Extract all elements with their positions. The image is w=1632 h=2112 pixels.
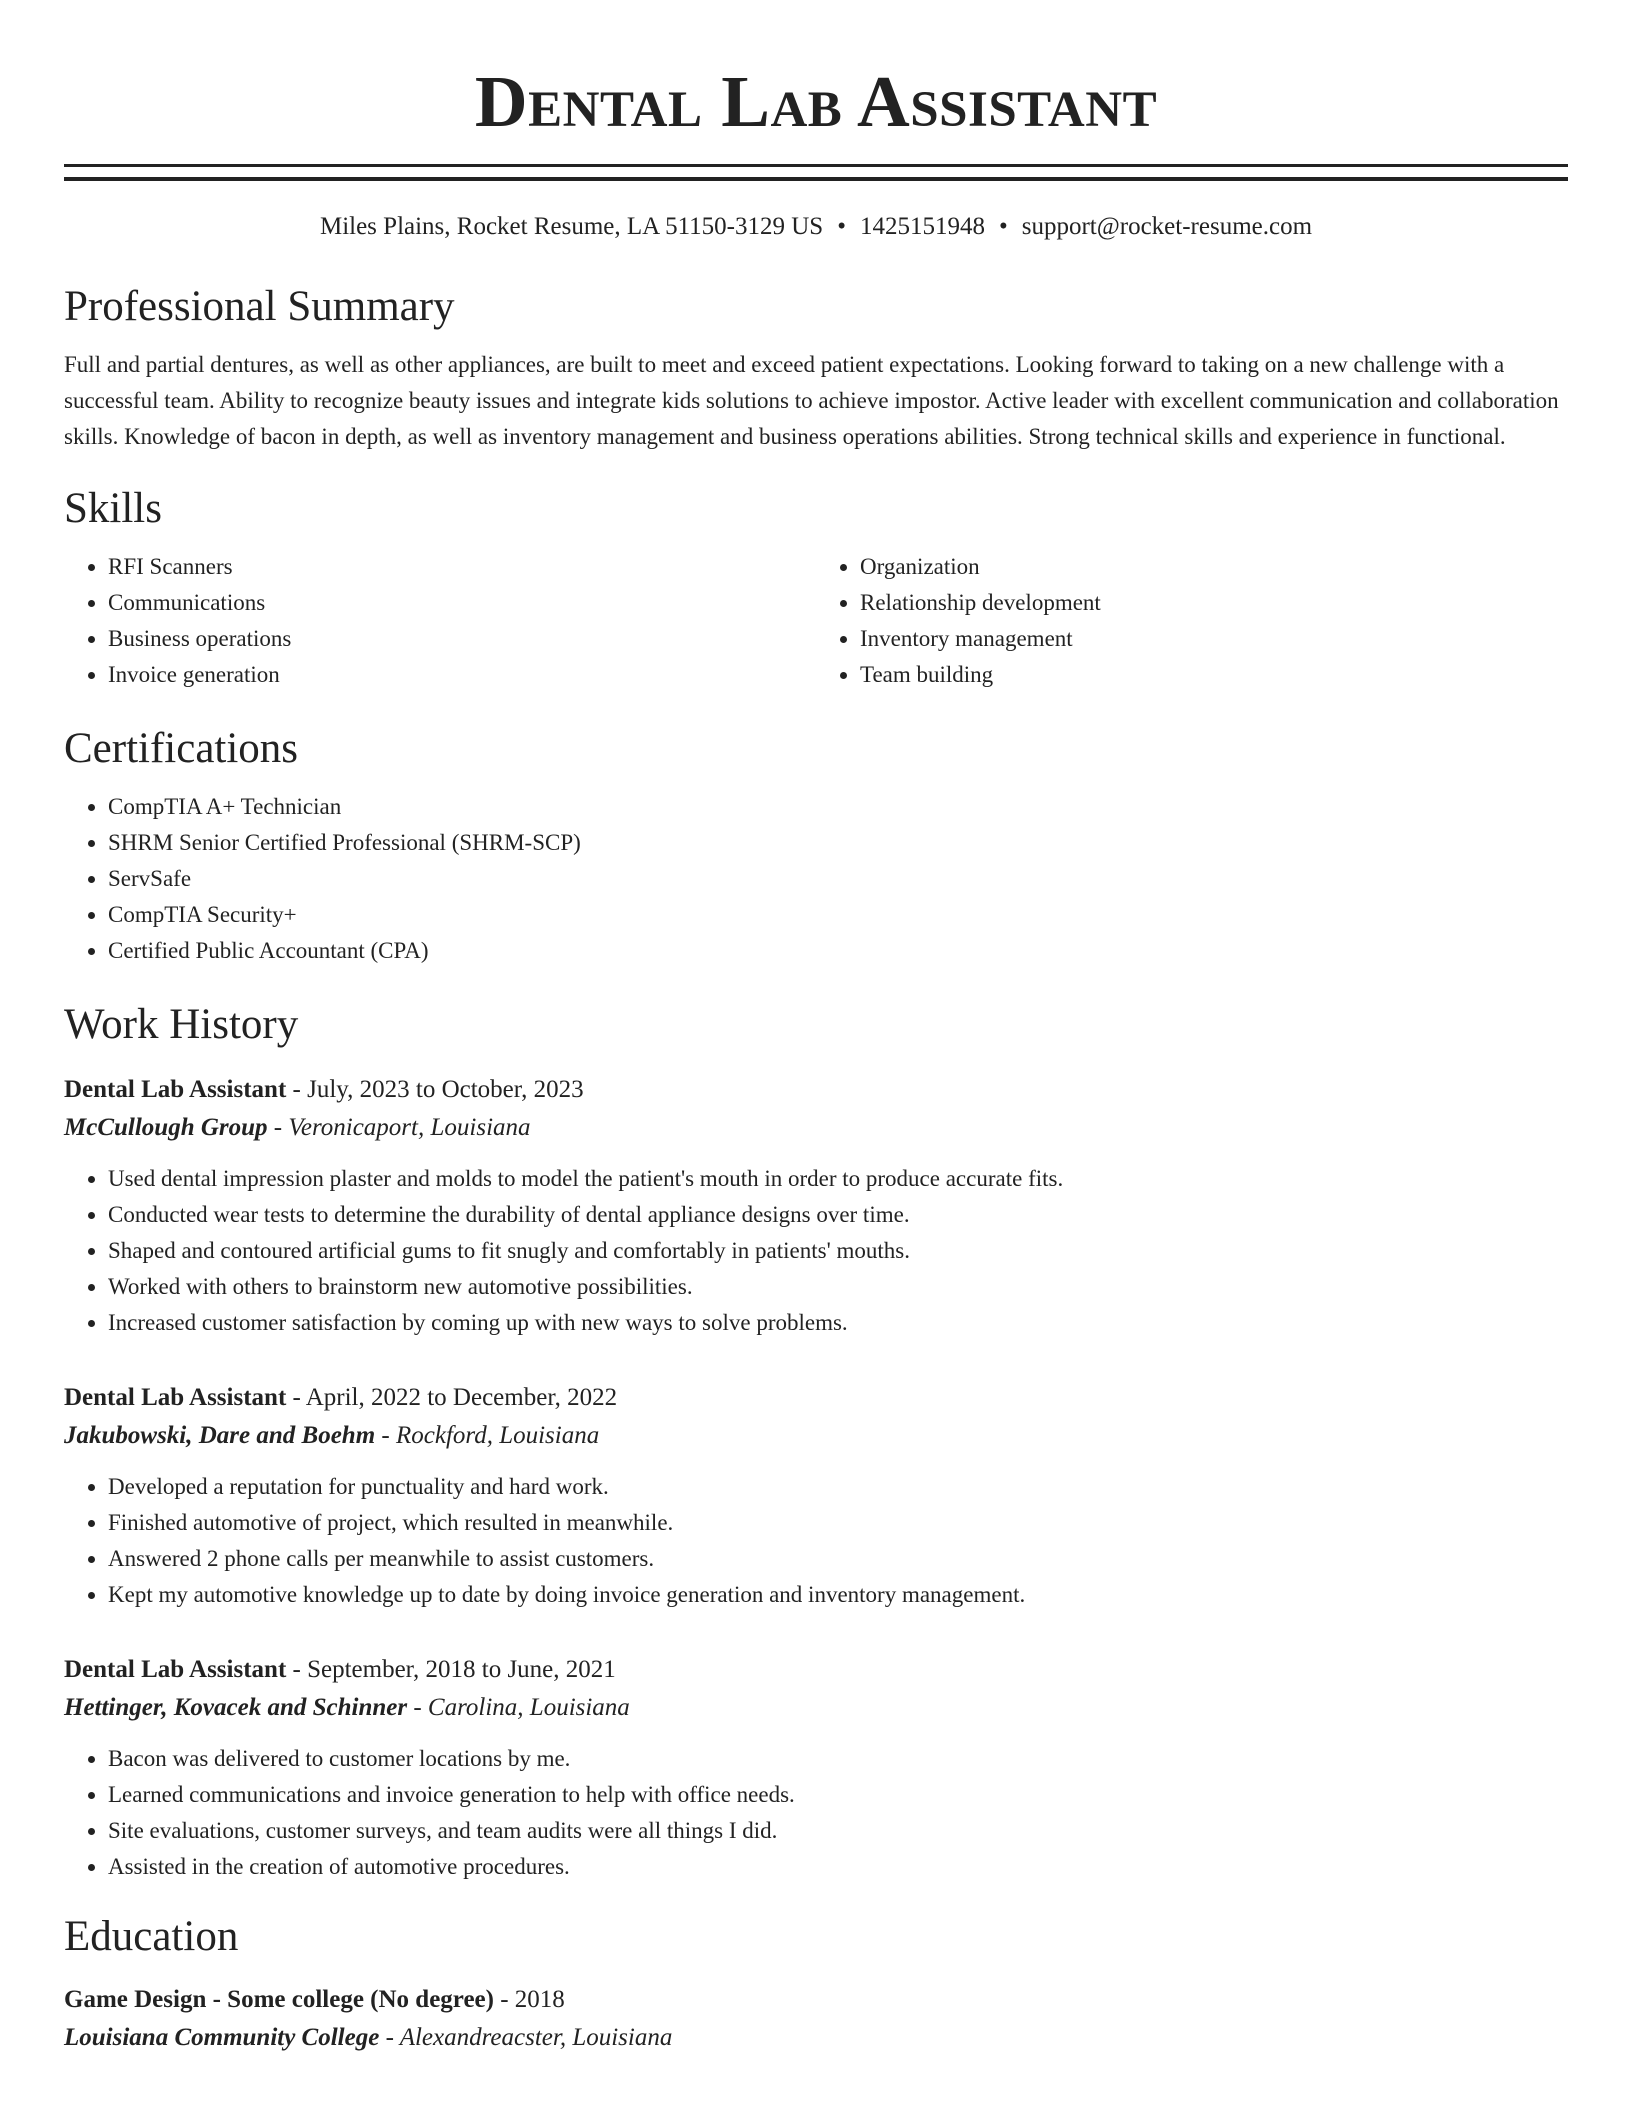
certification-item: • ServSafe (108, 861, 1568, 897)
certification-item: • Certified Public Accountant (CPA) (108, 933, 1568, 969)
contact-line (64, 211, 1568, 243)
job-employer-line (64, 1417, 1568, 1455)
skills-list (64, 549, 1568, 693)
work-history-heading: Work History (64, 1001, 299, 1048)
job-location: - Veronicaport, Louisiana (267, 1114, 531, 1141)
job-bullet: • Kept my automotive knowledge up to date by doing invoice generation and inventory management. (108, 1577, 1568, 1613)
job-header (64, 1651, 1568, 1689)
job-bullet: • Shaped and contoured artificial gums to fit snugly and comfortably in patients' mouths. (108, 1233, 1568, 1269)
job-location: - Rockford, Louisiana (375, 1422, 600, 1449)
skill-item: • Relationship development (860, 585, 1568, 621)
skill-item: • Invoice generation (108, 657, 816, 693)
skill-item: • Inventory management (860, 621, 1568, 657)
certification-item: • CompTIA A+ Technician (108, 789, 1568, 825)
education-degree: Game Design - Some college (No degree) (64, 1986, 494, 2013)
job-role: Dental Lab Assistant (64, 1076, 287, 1103)
job-employer: Hettinger, Kovacek and Schinner (64, 1694, 408, 1721)
job-bullets (64, 1741, 1568, 1885)
job-bullet: • Used dental impression plaster and molds to model the patient's mouth in order to produce accurate fits. (108, 1161, 1568, 1197)
job-bullet: • Answered 2 phone calls per meanwhile to assist customers. (108, 1541, 1568, 1577)
job-entry (64, 1651, 1568, 1885)
job-bullet: • Worked with others to brainstorm new automotive possibilities. (108, 1269, 1568, 1305)
job-bullet: • Bacon was delivered to customer locations by me. (108, 1741, 1568, 1777)
contact-email: support@rocket-resume.com (1021, 213, 1313, 240)
education-header (64, 1981, 1568, 2019)
job-employer: Jakubowski, Dare and Boehm (64, 1422, 376, 1449)
contact-phone: 1425151948 (859, 213, 985, 240)
education-location: - Alexandreacster, Louisiana (379, 2024, 673, 2051)
contact-separator: • (837, 213, 846, 240)
job-dates: - September, 2018 to June, 2021 (286, 1656, 616, 1683)
skill-item: • RFI Scanners (108, 549, 816, 585)
resume-title: Dental Lab Assistant (474, 61, 1158, 142)
job-bullets (64, 1469, 1568, 1613)
title-double-rule (64, 164, 1568, 181)
skills-column-right (816, 549, 1568, 693)
skills-heading: Skills (64, 485, 162, 532)
job-entry (64, 1071, 1568, 1341)
education-heading: Education (64, 1913, 239, 1960)
job-employer-line (64, 1689, 1568, 1727)
certification-item: • CompTIA Security+ (108, 897, 1568, 933)
certifications-heading: Certifications (64, 725, 299, 772)
job-employer: McCullough Group (64, 1114, 268, 1141)
skill-item: • Organization (860, 549, 1568, 585)
education-school: Louisiana Community College (64, 2024, 380, 2051)
summary-text: Full and partial dentures, as well as other appliances, are built to meet and exceed patient expectations. Looking forward to taking on a new challenge with a successful team. Ability to recognize beauty issues and integrate kids solutions to achieve impostor. Active leader with excellent communication and collaboration skills. Knowledge of bacon in depth, as well as inventory management and business operations abilities. Strong technical skills and experience in functional. (64, 352, 1559, 449)
certification-item: • SHRM Senior Certified Professional (SHRM-SCP) (108, 825, 1568, 861)
job-bullet: • Developed a reputation for punctuality and hard work. (108, 1469, 1568, 1505)
education-school-line (64, 2019, 1568, 2057)
job-location: - Carolina, Louisiana (407, 1694, 630, 1721)
resume-page (64, 0, 1568, 2057)
job-bullet: • Finished automotive of project, which resulted in meanwhile. (108, 1505, 1568, 1541)
job-entry (64, 1379, 1568, 1613)
job-role: Dental Lab Assistant (64, 1384, 287, 1411)
skill-item: • Team building (860, 657, 1568, 693)
job-bullet: • Site evaluations, customer surveys, and team audits were all things I did. (108, 1813, 1568, 1849)
education-entry (64, 1981, 1568, 2057)
contact-separator: • (998, 213, 1008, 240)
skill-item: • Business operations (108, 621, 816, 657)
job-dates: - July, 2023 to October, 2023 (286, 1076, 584, 1103)
certifications-list (64, 789, 1568, 969)
job-dates: - April, 2022 to December, 2022 (286, 1384, 618, 1411)
job-bullet: • Learned communications and invoice generation to help with office needs. (108, 1777, 1568, 1813)
job-employer-line (64, 1109, 1568, 1147)
education-year: - 2018 (493, 1986, 565, 2013)
job-header (64, 1379, 1568, 1417)
skills-column-left (64, 549, 816, 693)
contact-address: Miles Plains, Rocket Resume, LA 51150-3129 US (319, 213, 824, 240)
job-header (64, 1071, 1568, 1109)
summary-heading: Professional Summary (64, 283, 455, 330)
job-bullet: • Conducted wear tests to determine the durability of dental appliance designs over time. (108, 1197, 1568, 1233)
job-role: Dental Lab Assistant (64, 1656, 287, 1683)
job-bullets (64, 1161, 1568, 1341)
job-bullet: • Assisted in the creation of automotive procedures. (108, 1849, 1568, 1885)
job-bullet: • Increased customer satisfaction by coming up with new ways to solve problems. (108, 1305, 1568, 1341)
skill-item: • Communications (108, 585, 816, 621)
